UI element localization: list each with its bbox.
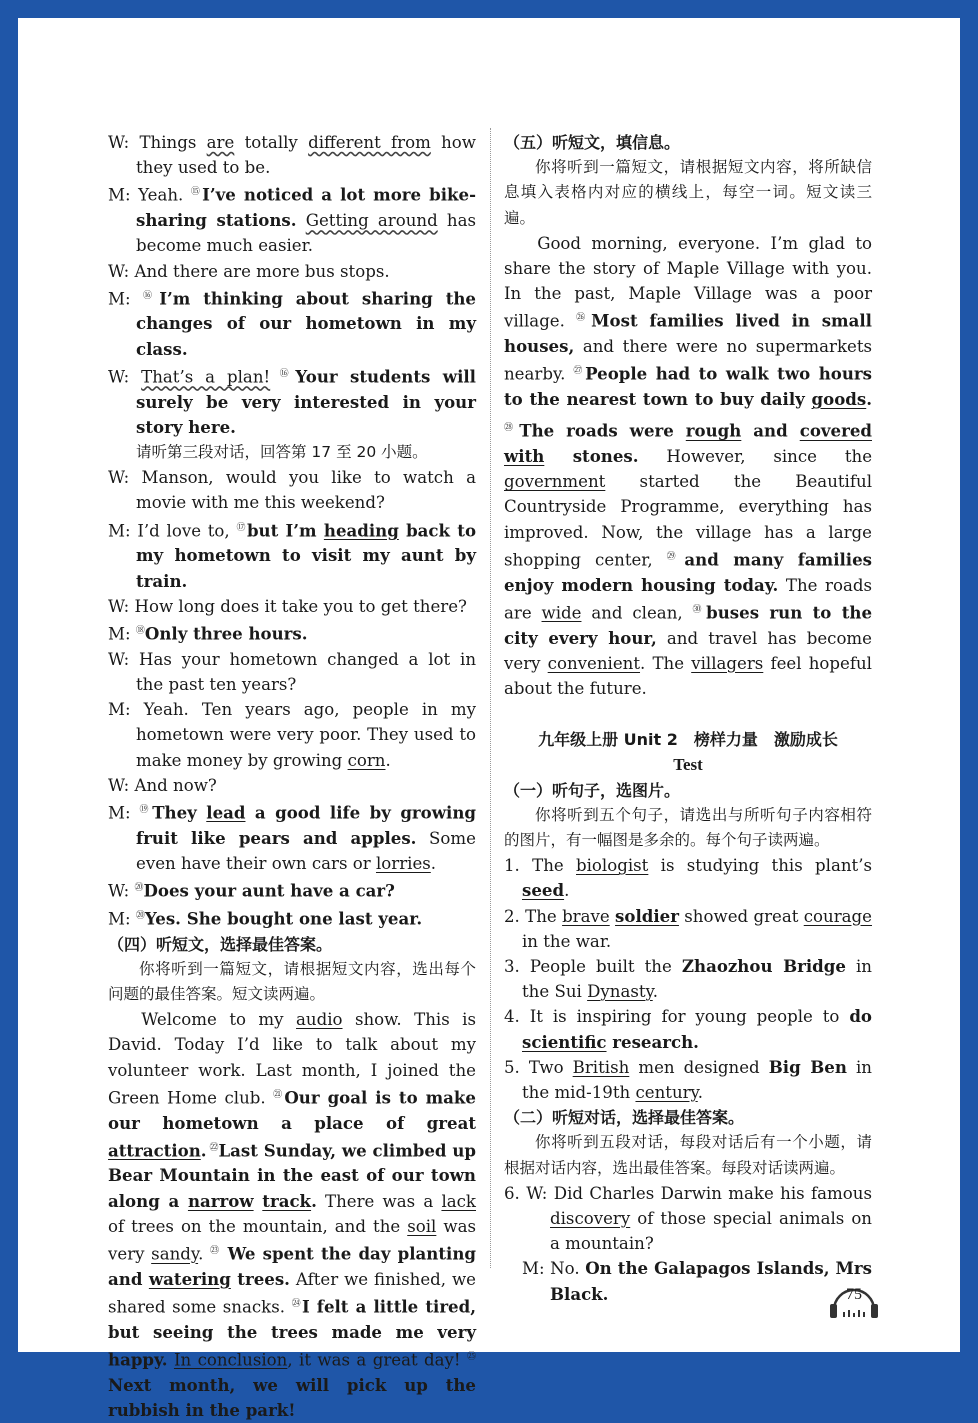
question-item: 2. The brave soldier showed great courage in the war.: [504, 905, 872, 951]
dialogue-line: W: And there are more bus stops.: [108, 261, 390, 281]
dialogue-line: W: Has your hometown changed a lot in the past ten years?: [108, 649, 476, 694]
dialogue-line: M: I’d love to, ⑰but I’m heading back to my hometown to visit my aunt by train.: [108, 520, 477, 591]
dialogue-line: W: ⑳Does your aunt have a car?: [108, 880, 395, 901]
column-divider: [490, 128, 491, 1268]
passage: Welcome to my audio show. This is David. Today I’d like to talk about my volunteer work. Last month, I joined the Green Home club. $^㉑$Our goal is to make our hometown a place of great attraction. $^㉒$Last Sunday, we climbed up Bear Mountain in the east of our town along a narrow track. There was a lack of trees on the mountain, and the soil was very sandy. $^㉓$ We spent the day planting and watering trees. After we finished, we shared some snacks. $^㉔$I felt a little tired, but seeing the trees made me very happy. In conclusion, it was a great day! $^㉕$Next month, we will pick up the rubbish in the park!: [108, 1010, 477, 1420]
spacer: [504, 701, 872, 727]
test-title: Test: [673, 755, 703, 775]
section-instruction: 请听第三段对话，回答第 17 至 20 小题。: [136, 443, 428, 462]
dialogue-line: W: That’s a plan! ⑯Your students will surely be very interested in your story here.: [108, 366, 476, 437]
question-item: 5. Two British men designed Big Ben in the mid-19th century.: [504, 1056, 872, 1102]
passage: Good morning, everyone. I’m glad to share the story of Maple Village with you. In the past, Maple Village was a poor village. $^㉖$Most families lived in small houses, and there were no supermarkets nearby. $^㉗$People had to walk two hours to the nearest town to buy daily goods. $^㉘$The roads were rough and covered with stones. However, since the government started the Beautiful Countryside Programme, everything has improved. Now, the village has a large shopping center, $^㉙$and many families enjoy modern housing today. The roads are wide and clean, $^㉚$buses run to the city every hour, and travel has become very convenient. The villagers feel hopeful about the future.: [504, 233, 873, 698]
section-instruction: 你将听到一篇短文，请根据短文内容，选出每个问题的最佳答案。短文读两遍。: [108, 959, 476, 1003]
section-heading: （四）听短文，选择最佳答案。: [108, 934, 333, 954]
dialogue-line: M: Yeah. Ten years ago, people in my hometown were very poor. They used to make money by growing corn.: [108, 700, 476, 770]
section-instruction: 你将听到五段对话，每段对话后有一个小题，请根据对话内容，选出最佳答案。每段对话读两遍。: [504, 1133, 872, 1177]
left-column: [108, 130, 476, 1423]
dialogue-line: M: ⑲They lead a good life by growing fruit like pears and apples. Some even have their own cars or lorries.: [108, 802, 476, 873]
page-number: 75: [846, 1286, 862, 1303]
section-heading: （五）听短文，填信息。: [504, 133, 681, 152]
question-item: 6. W: Did Charles Darwin make his famous discovery of those special animals on a mountain?: [504, 1183, 872, 1254]
question-item: 3. People built the Zhaozhou Bridge in the Sui Dynasty.: [504, 955, 872, 1002]
right-column: [504, 130, 872, 1307]
page-number-badge: [826, 1280, 882, 1320]
document-page: [18, 18, 960, 1420]
dialogue-line: M: ⑱Only three hours.: [108, 623, 308, 644]
dialogue-line: M: Yeah. ⑮I’ve noticed a lot more bike-sharing stations. Getting around has become much easier.: [108, 184, 476, 256]
dialogue-line: W: Things are totally different from how they used to be.: [108, 133, 476, 178]
question-item: 1. The biologist is studying this plant’s seed.: [504, 856, 872, 901]
section-heading: （一）听句子，选图片。: [504, 780, 681, 800]
section-heading: （二）听短对话，选择最佳答案。: [504, 1108, 745, 1128]
section-instruction: 你将听到五个句子，请选出与所听句子内容相符的图片，有一幅图是多余的。每个句子读两遍。: [504, 805, 872, 849]
unit-title: 九年级上册 Unit 2 榜样力量 激励成长: [538, 730, 838, 750]
dialogue-line: W: How long does it take you to get there?: [108, 596, 467, 616]
question-item: 4. It is inspiring for young people to do scientific research.: [504, 1006, 872, 1052]
dialogue-line: M: ⑳Yes. She bought one last year.: [108, 908, 423, 929]
dialogue-line: M: ⑯I’m thinking about sharing the changes of our hometown in my class.: [108, 288, 476, 359]
dialogue-line: W: Manson, would you like to watch a movie with me this weekend?: [108, 468, 476, 513]
dialogue-line: M: No. On the Galapagos Islands, Mrs Black.: [522, 1258, 872, 1304]
section-instruction: 你将听到一篇短文，请根据短文内容，将所缺信息填入表格内对应的横线上，每空一词。短文读三遍。: [504, 158, 872, 227]
dialogue-line: W: And now?: [108, 775, 217, 795]
